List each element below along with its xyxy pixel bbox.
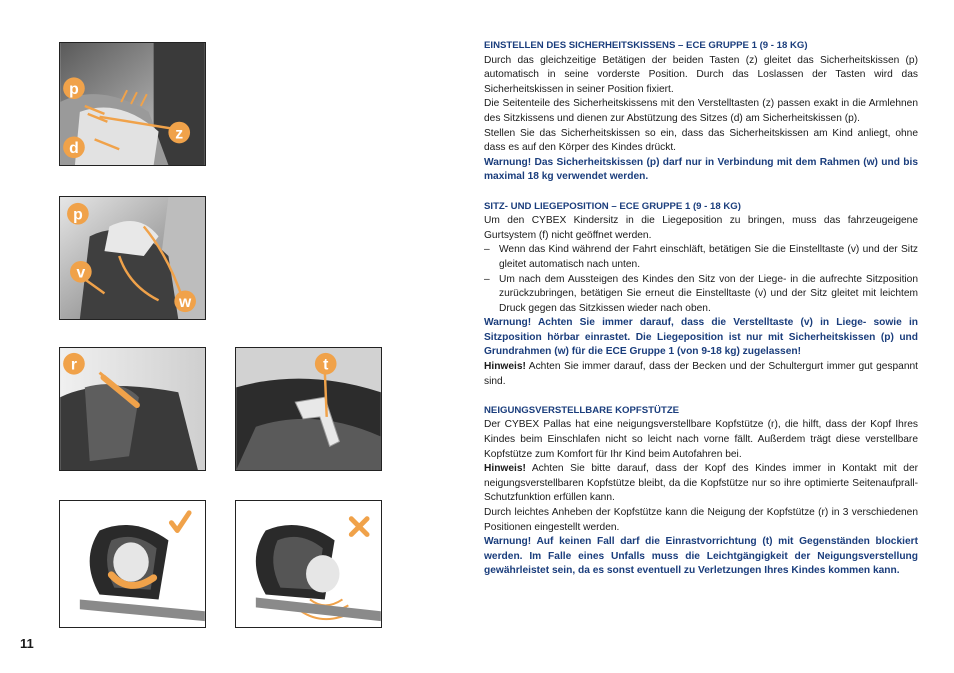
section1-heading: EINSTELLEN DES SICHERHEITSKISSENS – ECE GRUPPE 1 (9 - 18 KG): [484, 40, 808, 51]
figure-head-correct-art: [60, 501, 205, 627]
list-item: [484, 273, 918, 317]
figure-cushion-buttons-art: [60, 43, 205, 165]
hint-text: Achten Sie immer darauf, dass der Becken und der Schultergurt immer gut gespannt sind.: [484, 361, 918, 387]
list-item-text: Wenn das Kind während der Fahrt einschläft, betätigen Sie die Einstelltaste (v) und der Sitz gleitet automatisch nach unten.: [499, 244, 918, 270]
list-item: [484, 243, 918, 272]
dash-mark: –: [484, 273, 490, 285]
figure-headrest-tilt: [59, 347, 206, 471]
figure-head-correct: [59, 500, 206, 628]
label-z: z: [175, 125, 184, 143]
label-p: p: [73, 206, 83, 224]
section2-heading: SITZ- UND LIEGEPOSITION – ECE GRUPPE 1 (9 - 18 KG): [484, 200, 741, 212]
figure-latch-mechanism-art: [236, 348, 381, 470]
dash-mark: –: [484, 244, 490, 256]
figure-headrest-tilt-art: [60, 348, 205, 470]
section2-warning: Warnung! Achten Sie immer darauf, dass die Verstelltaste (v) in Liege- sowie in Sitzposition hörbar einrastet. Die Liegeposition ist nur mit Sicherheitskissen (p) und Grundrahmen (w) für die ECE Gruppe 1 (von 9-18 kg) zugelassen!: [484, 317, 918, 358]
label-v: v: [76, 264, 86, 282]
label-d: d: [69, 140, 79, 158]
hint-label: Hinweis!: [484, 463, 526, 475]
section3-warning: Warnung! Auf keinen Fall darf die Einrastvorrichtung (t) mit Gegenständen blockiert werden. Im Falle eines Unfalls muss die Leichtgängigkeit der Neigungsverstellung gewährleistet sein, da es sonst eventuell zu Verletzungen Ihres Kindes kommen kann.: [484, 536, 918, 577]
label-r: r: [70, 356, 78, 374]
figure-recline-position: [59, 196, 206, 320]
figure-cushion-buttons: [59, 42, 206, 166]
figure-latch-mechanism: [235, 347, 382, 471]
label-w: w: [179, 294, 192, 312]
figure-head-incorrect: [235, 500, 382, 628]
section2-hint: [484, 360, 918, 389]
section1-paragraph-1: Durch das gleichzeitige Betätigen der beiden Tasten (z) gleitet das Sicherheitskissen (p) automatisch in seine vorderste Position. Durch das Loslassen der Tasten wird das Sicherheitskissen in seiner Position fixiert.: [484, 54, 918, 95]
section1-paragraph-2: Die Seitenteile des Sicherheitskissens mit den Verstelltasten (z) passen exakt in die Armlehnen des Sitzkissens und dienen zur Abstützung des Sitzes (d) am Sicherheitskissen (p).: [484, 98, 918, 124]
section3-heading: NEIGUNGSVERSTELLBARE KOPFSTÜTZE: [484, 404, 680, 416]
text-column: [484, 39, 918, 579]
section1-paragraph-3: Stellen Sie das Sicherheitskissen so ein, dass das Sicherheitskissen am Kind anliegt, ohne dass es auf den Körper des Kindes drückt.: [484, 127, 918, 154]
section3-paragraph-1: Der CYBEX Pallas hat eine neigungsverstellbare Kopfstütze (r), die hilft, dass der Kopf Ihres Kindes beim Einschlafen nicht so leicht nach vorne fällt. Außerdem trägt diese verstellbare Kopfstütze zum Komfort für Ihr Kind beim Autofahren bei.: [484, 419, 918, 460]
section3-paragraph-2: Durch leichtes Anheben der Kopfstütze kann die Neigung der Kopfstütze (r) in 3 verschiedenen Positionen eingestellt werden.: [484, 507, 918, 533]
label-p: p: [69, 81, 79, 99]
page-number: 11: [20, 636, 34, 651]
section1-warning: Warnung! Das Sicherheitskissen (p) darf nur in Verbindung mit dem Rahmen (w) und bis maximal 18 kg verwendet werden.: [484, 156, 918, 183]
label-t: t: [323, 356, 329, 374]
hint-label: Hinweis!: [484, 361, 526, 373]
list-item-text: Um nach dem Aussteigen des Kindes den Sitz von der Liege- in die aufrechte Sitzposition zurückzubringen, betätigen Sie erneut die Einstelltaste (v) und der Sitz gleitet mit leichtem Druck gegen das Sitzkissen wieder nach oben.: [499, 273, 918, 314]
hint-text: Achten Sie bitte darauf, dass der Kopf des Kindes immer in Kontakt mit der neigungsverstellbaren Kopfstütze bleibt, da die Kopfstütze nur so ihre optimierte Seitenaufprall-Schutzfunktion erfüllen kann.: [484, 463, 918, 504]
figure-recline-position-art: [60, 197, 205, 319]
figure-head-incorrect-art: [236, 501, 381, 627]
section2-paragraph-1: Um den CYBEX Kindersitz in die Liegeposition zu bringen, muss das fahrzeugeigene Gurtsystem (f) nicht geöffnet werden.: [484, 215, 918, 241]
section3-hint: [484, 462, 918, 506]
